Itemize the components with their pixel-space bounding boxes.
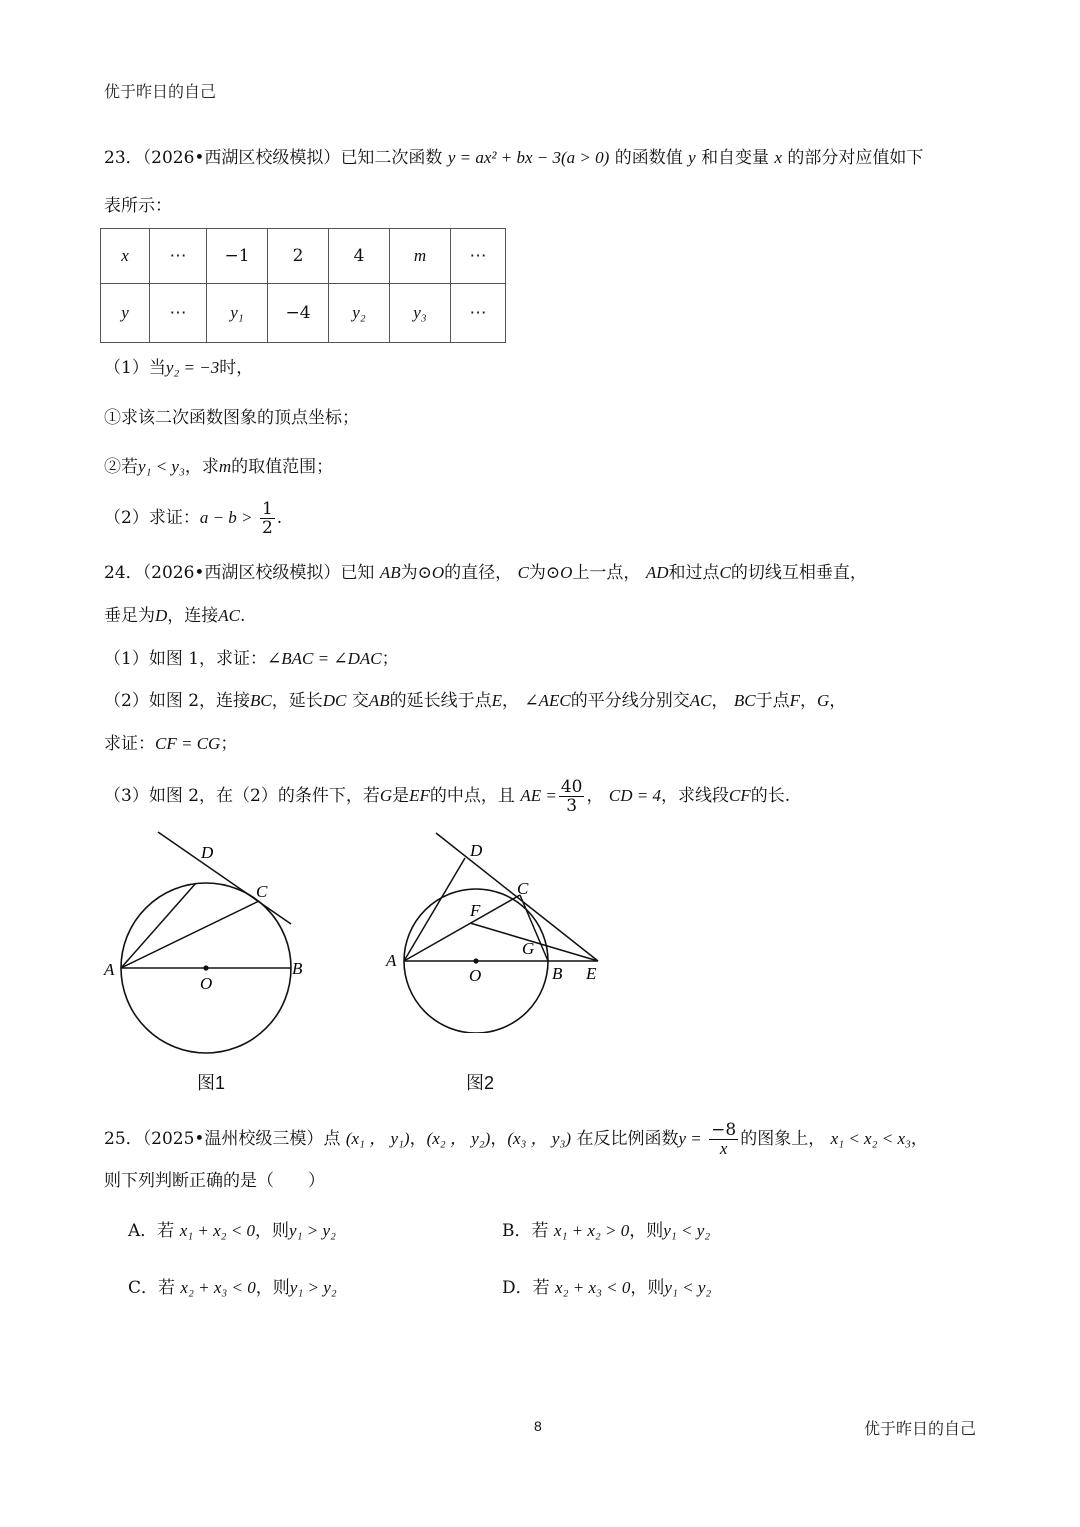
figure-1 [96, 828, 326, 1078]
page-footer: 优于昨日的自己 [864, 1419, 977, 1438]
table-cell: ⋯ [451, 229, 506, 284]
label-b: B [292, 959, 303, 978]
q23-function: y = ax² + bx − 3(a > 0) [447, 148, 610, 167]
q23-line2: 表所示： [104, 196, 172, 216]
label-e: E [586, 964, 597, 983]
label-d: D [470, 841, 483, 860]
label-f: F [470, 901, 481, 920]
table-cell: ⋯ [451, 284, 506, 343]
option-d[interactable]: D．若 x₂ + x₃ < 0，则y₁ < y₂ [502, 1278, 712, 1298]
table-row [101, 284, 506, 343]
q24-part2: （2）如图 2，连接BC，延长DC 交AB的延长线于点E， ∠AEC的平分线分别交AC， BC于点F，G， [104, 691, 847, 711]
tangent-line [158, 832, 291, 924]
table-cell: y₃ [390, 284, 451, 343]
figure-1-caption: 图1 [197, 1073, 226, 1093]
q25-line1: 25．（2025•温州校级三模）点 (x₁ ， y₁)，(x₂ ， y₂)，(x₃ ， y₃) 在反比例函数y = $\frac{-8}{x}$ 的图象上， x₁ < x₂ < x₃， [104, 1120, 928, 1158]
q23-lead: 已知二次函数 [340, 148, 443, 168]
segment-ac [121, 901, 259, 968]
q23-part1b: ②若y₁ < y₃，求m的取值范围； [104, 457, 334, 477]
center-point [203, 965, 208, 970]
label-d: D [201, 843, 214, 862]
table-cell: −1 [207, 229, 268, 284]
q23-source: （2026•西湖区校级模拟） [142, 148, 341, 168]
center-point [473, 958, 478, 963]
q24-line1: 24．（2026•西湖区校级模拟）已知 AB为⊙O的直径， C为⊙O上一点， AD和过点C的切线互相垂直， [104, 563, 867, 583]
table-cell: 2 [268, 229, 329, 284]
q24-part2-line2: 求证：CF = CG； [104, 734, 238, 754]
label-o: O [469, 966, 482, 985]
option-a[interactable]: A．若 x₁ + x₂ < 0，则y₁ > y₂ [128, 1221, 336, 1241]
q24-line2: 垂足为D，连接AC. [104, 606, 246, 626]
label-b: B [552, 964, 563, 983]
option-b[interactable]: B．若 x₁ + x₂ > 0，则y₁ < y₂ [502, 1221, 711, 1241]
figure-2-caption: 图2 [466, 1073, 495, 1093]
label-g: G [522, 939, 535, 958]
value-table [100, 228, 506, 343]
table-cell: y₂ [329, 284, 390, 343]
figure-2 [380, 828, 620, 1033]
label-a: A [386, 951, 397, 970]
table-cell: ⋯ [150, 284, 207, 343]
table-cell: −4 [268, 284, 329, 343]
table-cell: y₁ [207, 284, 268, 343]
label-c: C [256, 882, 268, 901]
label-c: C [517, 879, 529, 898]
q25-line2: 则下列判断正确的是（ ） [104, 1171, 325, 1191]
table-row [101, 229, 506, 284]
option-c[interactable]: C．若 x₂ + x₃ < 0，则y₁ > y₂ [128, 1278, 337, 1298]
page-number: 8 [534, 1418, 542, 1434]
q23-line1: 23．（2026•西湖区校级模拟）已知二次函数 y = ax² + bx − 3(a > 0) 的函数值 y 和自变量 x 的部分对应值如下 [104, 148, 924, 168]
table-cell: m [390, 229, 451, 284]
q24-part3: （3）如图 2，在（2）的条件下，若G是EF的中点，且 AE = $\frac{40}{3}$ ， CD = 4，求线段CF的长. [104, 777, 791, 816]
label-a: A [104, 960, 115, 979]
table-cell: 4 [329, 229, 390, 284]
table-cell: y [101, 284, 150, 343]
page-header: 优于昨日的自己 [104, 82, 217, 101]
q23-part1a: ①求该二次函数图象的顶点坐标； [104, 408, 359, 428]
label-o: O [200, 974, 213, 993]
table-cell: ⋯ [150, 229, 207, 284]
segment-ad [404, 858, 465, 961]
segment-ac [404, 895, 520, 961]
q23-part1: （1）当y₂ = −3时， [104, 358, 254, 378]
q23-number: 23． [104, 148, 143, 168]
q24-part1: （1）如图 1，求证：∠BAC = ∠DAC； [104, 649, 399, 669]
q23-part2: （2）求证：a − b > $\frac{1}{2}$ . [104, 499, 283, 538]
table-cell: x [101, 229, 150, 284]
